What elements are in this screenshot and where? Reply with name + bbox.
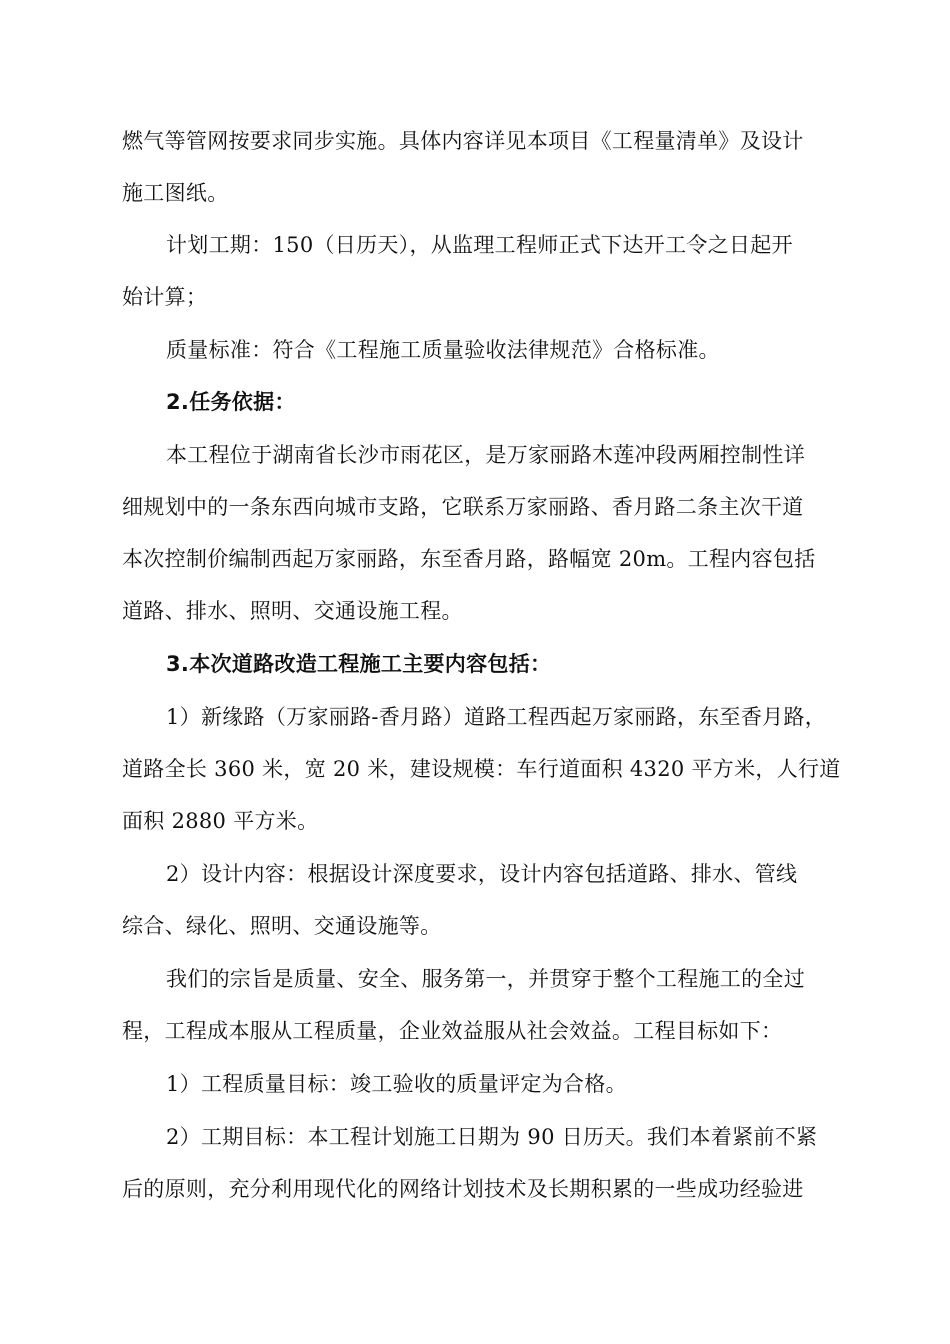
basis-paragraph-line: 本工程位于湖南省长沙市雨花区，是万家丽路木莲冲段两厢控制性详 bbox=[166, 443, 805, 467]
purpose-paragraph-line: 我们的宗旨是质量、安全、服务第一，并贯穿于整个工程施工的全过 bbox=[166, 967, 805, 991]
text-line: 施工图纸。 bbox=[122, 181, 229, 205]
basis-paragraph-line: 细规划中的一条东西向城市支路，它联系万家丽路、香月路二条主次干道 bbox=[122, 495, 804, 519]
schedule-paragraph-line: 始计算； bbox=[122, 285, 208, 309]
item-1-line: 面积 2880 平方米。 bbox=[122, 809, 319, 833]
goal-1-line: 1）工程质量目标：竣工验收的质量评定为合格。 bbox=[166, 1072, 627, 1096]
section-heading-2: 2.任务依据： bbox=[166, 390, 296, 414]
item-2-line: 2）设计内容：根据设计深度要求，设计内容包括道路、排水、管线 bbox=[166, 862, 798, 886]
purpose-paragraph-line: 程，工程成本服从工程质量，企业效益服从社会效益。工程目标如下： bbox=[122, 1019, 783, 1043]
item-1-line: 1）新缘路（万家丽路-香月路）道路工程西起万家丽路，东至香月路， bbox=[166, 705, 827, 729]
section-heading-3: 3.本次道路改造工程施工主要内容包括： bbox=[166, 652, 552, 676]
basis-paragraph-line: 本次控制价编制西起万家丽路，东至香月路，路幅宽 20m。工程内容包括 bbox=[122, 547, 816, 571]
item-1-line: 道路全长 360 米，宽 20 米，建设规模：车行道面积 4320 平方米，人行道 bbox=[122, 757, 841, 781]
quality-standard-line: 质量标准：符合《工程施工质量验收法律规范》合格标准。 bbox=[166, 338, 720, 362]
schedule-paragraph-line: 计划工期：150（日历天），从监理工程师正式下达开工令之日起开 bbox=[166, 233, 793, 257]
text-line: 燃气等管网按要求同步实施。具体内容详见本项目《工程量清单》及设计 bbox=[122, 129, 804, 153]
item-2-line: 综合、绿化、照明、交通设施等。 bbox=[122, 914, 442, 938]
basis-paragraph-line: 道路、排水、照明、交通设施工程。 bbox=[122, 599, 463, 623]
goal-2-line: 2）工期目标：本工程计划施工日期为 90 日历天。我们本着紧前不紧 bbox=[166, 1125, 818, 1149]
goal-2-line: 后的原则，充分利用现代化的网络计划技术及长期积累的一些成功经验进 bbox=[122, 1177, 804, 1201]
